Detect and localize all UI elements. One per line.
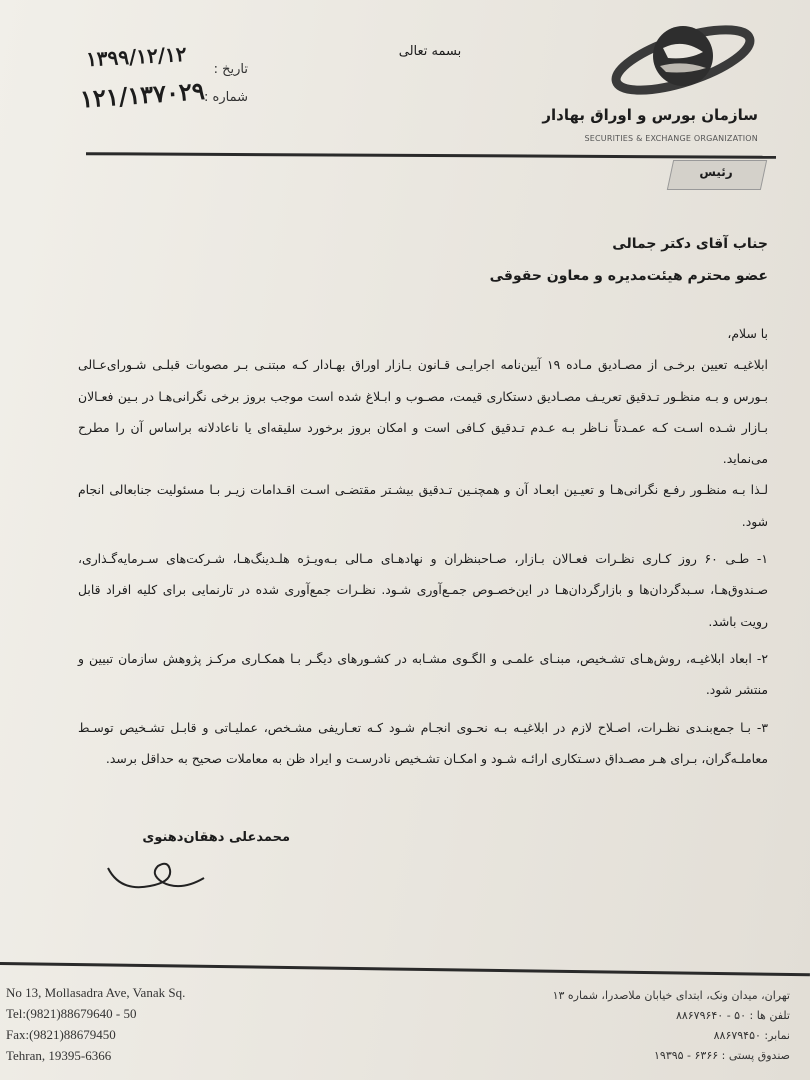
- basmala-heading: بسمه تعالی: [398, 44, 462, 59]
- action-item-3: ۳- بـا جمع‌بنـدی نظـرات، اصـلاح لازم در ابلاغیـه بـه نحـوی انجـام شـود کـه تعـاریفی مشـخص، عملیـاتی و قابـل تشـخیص توسـط معاملـه‌گران، بـرای هـر مصـداق دسـتکاری ارائـه شـود و امکـان تشـخیص نادرسـت و ایراد ظن به معاملات صحیح به حداقل برسد.: [78, 719, 768, 766]
- footer-fa-line: نمابر: ۸۸۶۷۹۴۵۰: [713, 1029, 790, 1042]
- footer-en-line: Tehran, 19395-6366: [6, 1048, 112, 1063]
- action-item-2: ۲- ابعاد ابلاغیـه، روش‌هـای تشـخیص، مبنـای علمـی و الگـوی مشـابه در کشـورهای دیگـر بـا همکـاری مرکـز پژوهش سازمان تبیین و منتشر شود.: [78, 650, 768, 698]
- header-divider: [86, 152, 776, 159]
- date-label: تاریخ :: [213, 62, 248, 77]
- date-value: ۱۳۹۹/۱۲/۱۲: [85, 41, 188, 72]
- footer-address-english: [6, 982, 306, 1066]
- org-name-english: SECURITIES & EXCHANGE ORGANIZATION: [584, 134, 758, 143]
- office-tag-label: رئیس: [699, 165, 733, 179]
- footer-en-line: Tel:(9821)88679640 - 50: [6, 1006, 137, 1021]
- footer-fa-line: صندوق پستی : ۶۳۶۶ - ۱۹۳۹۵: [654, 1049, 790, 1062]
- paragraph-2: لـذا بـه منظـور رفـع نگرانی‌هـا و تعیـین ابعـاد آن و همچنـین تـدقیق بیشـتر مقتضـی اسـت اقـدامات زیـر بـا مسئولیت جنابعالی انجام شود.: [78, 482, 768, 529]
- org-name-persian: سازمان بورس و اوراق بهادار: [542, 106, 758, 124]
- signer-name: محمدعلی دهقان‌دهنوی: [142, 830, 290, 845]
- letter-body: [78, 318, 768, 774]
- footer-fa-line: تلفن ها : ۵۰ - ۸۸۶۷۹۶۴۰: [675, 1009, 790, 1022]
- recipient-name: جناب آقای دکتر جمالی: [612, 236, 768, 252]
- action-item-1: ۱- طـی ۶۰ روز کـاری نظـرات فعـالان بـازار، صـاحبنظران و نهادهـای مـالی بـه‌ویـژه هلـدینگ‌هـا، شـرکت‌های سـرمایه‌گـذاری، صـندوق‌هـا، سـبدگردان‌ها و بازارگردان‌هـا در این‌خصـوص جمـع‌آوری شـود. نظـرات جمع‌آوری شده در تارنمایی برای کلیه افراد قابل رویت باشد.: [78, 551, 768, 629]
- greeting: با سلام،: [727, 326, 768, 341]
- recipient-title: عضو محترم هیئت‌مدیره و معاون حقوقی: [489, 268, 768, 284]
- number-label: شماره :: [204, 90, 248, 105]
- footer-address-persian: [480, 986, 790, 1066]
- footer-divider: [0, 962, 810, 976]
- footer-en-line: Fax:(9821)88679450: [6, 1027, 116, 1042]
- footer-en-line: No 13, Mollasadra Ave, Vanak Sq.: [6, 985, 186, 1000]
- letter-number-value: ۱۲۱/۱۳۷۰۲۹: [79, 75, 206, 114]
- organization-logo: [542, 8, 768, 148]
- footer-fa-line: تهران، میدان ونک، ابتدای خیابان ملاصدرا، شماره ۱۳: [552, 989, 790, 1002]
- paragraph-1: ابلاغیـه تعیین برخـی از مصـادیق مـاده ۱۹ آیین‌نامه اجرایـی قـانون بـازار اوراق بهـادار کـه مبتنـی بـر مصوبات قبلـی شـورای‌عـالی بـورس و بـه منظـور تـدقیق تعریـف مصـادیق دستکاری قیمت، مصـوب و ابـلاغ شده است موجب بروز برخی نگرانی‌هـا در بـین فعـالان بـازار شـده اسـت کـه عمـدتاً نـاظر بـه عـدم تـدقیق کـافی است و امکان بروز برخورد سلیقه‌ای یا ناعادلانه براساس آن را مطرح می‌نماید.: [78, 357, 768, 467]
- globe-logo-icon: [588, 8, 758, 108]
- handwritten-signature-icon: [100, 848, 220, 898]
